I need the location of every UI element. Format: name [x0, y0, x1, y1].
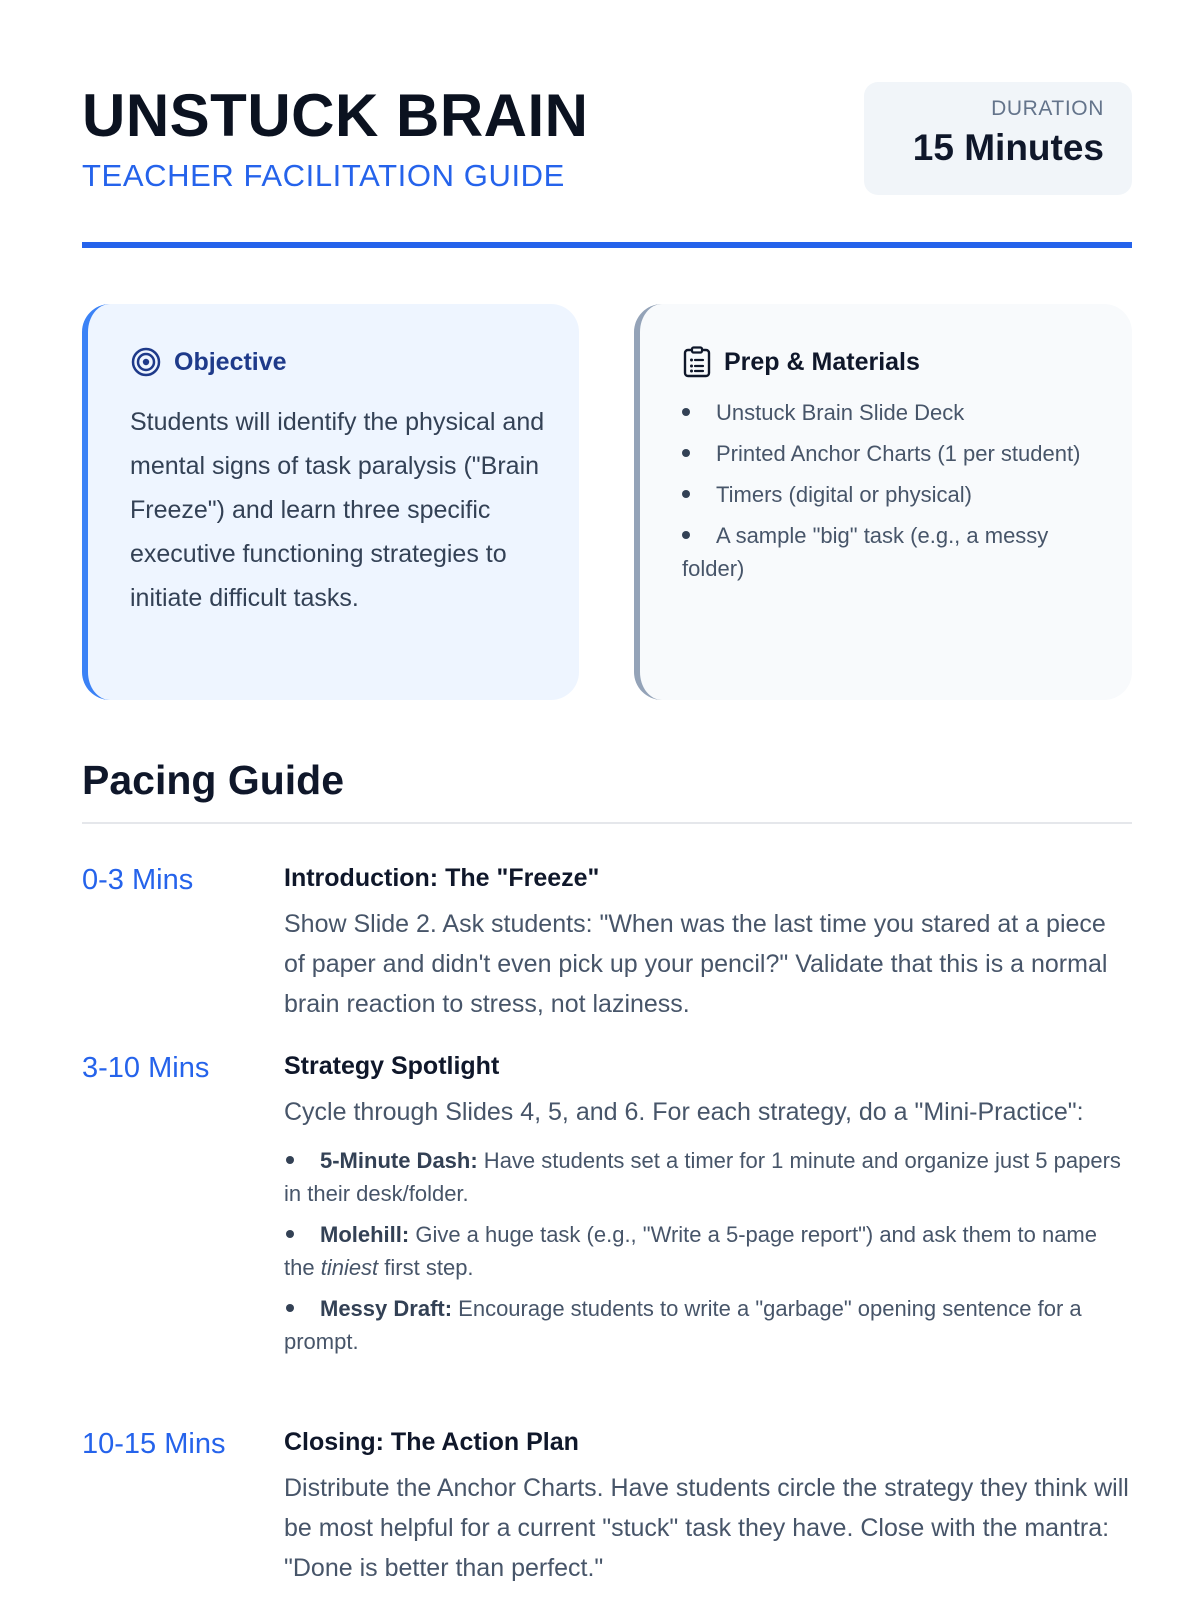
list-item	[284, 1218, 1132, 1284]
list-item	[682, 396, 1102, 429]
pacing-time: 3-10 Mins	[82, 1052, 210, 1084]
duration-value: 15 Minutes	[912, 127, 1104, 169]
pacing-content	[284, 1430, 1132, 1588]
duration-box	[864, 82, 1132, 195]
pacing-content	[284, 1054, 1132, 1366]
pacing-step-text: Cycle through Slides 4, 5, and 6. For each strategy, do a "Mini-Practice":	[284, 1098, 1084, 1126]
header-divider	[82, 242, 1132, 248]
list-item	[682, 437, 1102, 470]
bullet-icon	[682, 490, 690, 498]
prep-header	[682, 346, 920, 378]
pacing-step-title: Closing: The Action Plan	[284, 1428, 579, 1456]
strategy-text: Give a huge task (e.g., "Write a 5-page report") and ask them to name the	[284, 1222, 1097, 1280]
strategy-label: Messy Draft:	[320, 1296, 453, 1321]
page-subtitle: TEACHER FACILITATION GUIDE	[82, 158, 565, 193]
bullet-icon	[682, 531, 690, 539]
strategy-text: Have students set a timer for 1 minute and organize just 5 papers in their desk/folder.	[284, 1148, 1121, 1206]
prep-item-text: A sample "big" task (e.g., a messy folder)	[682, 523, 1049, 581]
pacing-step-title: Introduction: The "Freeze"	[284, 864, 600, 892]
list-item	[682, 478, 1102, 511]
prep-item-text: Unstuck Brain Slide Deck	[716, 400, 965, 425]
bullet-icon	[286, 1230, 294, 1238]
strategy-text: first step.	[378, 1255, 474, 1280]
prep-item-text: Printed Anchor Charts (1 per student)	[716, 441, 1081, 466]
pacing-time: 0-3 Mins	[82, 864, 194, 896]
strategy-text: Encourage students to write a "garbage" opening sentence for a prompt.	[284, 1296, 1082, 1354]
prep-title: Prep & Materials	[724, 347, 920, 376]
objective-text: Students will identify the physical and mental signs of task paralysis ("Brain Freeze") and learn three specific executive functioning strategies to initiate difficult tasks.	[130, 408, 545, 612]
prep-list	[682, 396, 1102, 593]
pacing-step-text: Show Slide 2. Ask students: "When was the last time you stared at a piece of paper and didn't even pick up your pencil?" Validate that this is a normal brain reaction to stress, not laziness.	[284, 910, 1108, 1018]
bullet-icon	[286, 1304, 294, 1312]
pacing-step-title: Strategy Spotlight	[284, 1052, 500, 1080]
bullet-icon	[682, 408, 690, 416]
target-icon	[130, 346, 162, 378]
prep-item-text: Timers (digital or physical)	[716, 482, 972, 507]
duration-label: DURATION	[991, 97, 1104, 120]
prep-card	[634, 304, 1132, 700]
page-header	[82, 80, 1132, 200]
objective-card	[82, 304, 579, 700]
strategy-list	[284, 1144, 1132, 1358]
list-item	[284, 1292, 1132, 1358]
bullet-icon	[682, 449, 690, 457]
clipboard-icon	[682, 346, 712, 378]
pacing-time: 10-15 Mins	[82, 1428, 226, 1460]
strategy-emphasis: tiniest	[320, 1255, 379, 1280]
page-title: UNSTUCK BRAIN	[82, 82, 589, 149]
strategy-label: 5-Minute Dash:	[320, 1148, 478, 1173]
list-item	[284, 1144, 1132, 1210]
pacing-divider	[82, 822, 1132, 824]
objective-header	[130, 346, 287, 378]
strategy-label: Molehill:	[320, 1222, 410, 1247]
pacing-step-text: Distribute the Anchor Charts. Have students circle the strategy they think will be most helpful for a current "stuck" task they have. Close with the mantra: "Done is better than perfect."	[284, 1474, 1129, 1582]
pacing-guide-title: Pacing Guide	[82, 757, 344, 803]
bullet-icon	[286, 1156, 294, 1164]
objective-title: Objective	[174, 347, 287, 376]
pacing-content	[284, 866, 1132, 1024]
list-item	[682, 519, 1102, 585]
